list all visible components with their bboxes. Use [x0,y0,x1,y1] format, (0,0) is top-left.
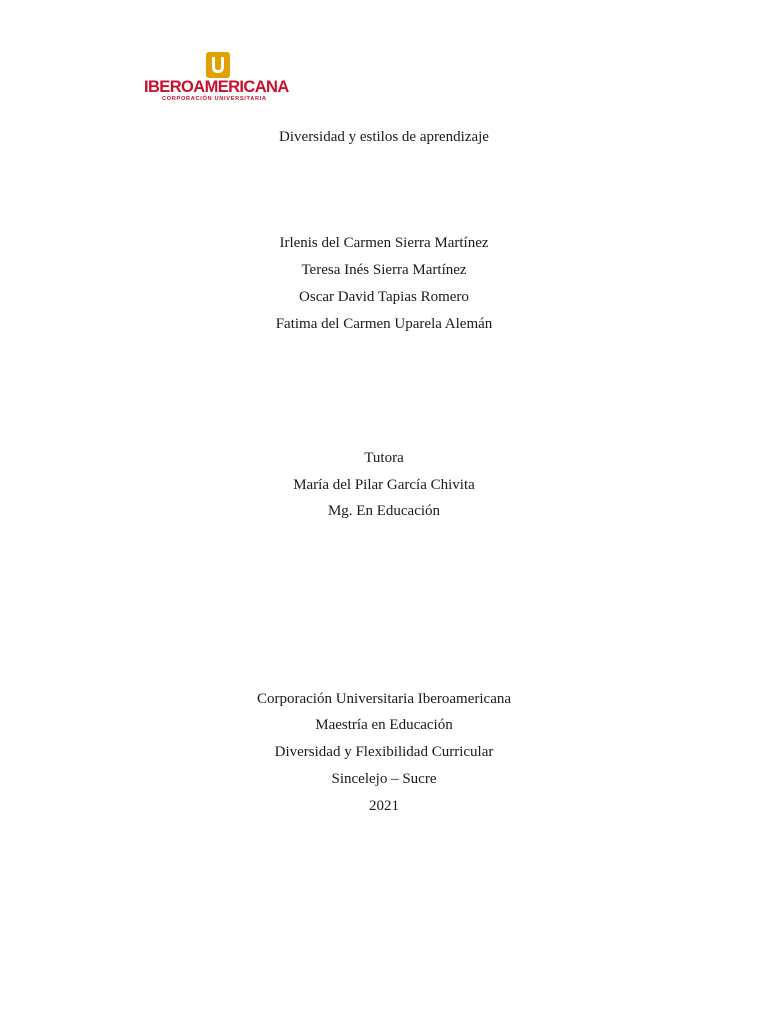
course-name: Diversidad y Flexibilidad Curricular [274,744,494,760]
logo-name: IBEROAMERICANA [144,78,289,96]
logo-subtitle: CORPORACIÓN UNIVERSITARIA [162,96,267,102]
location: Sincelejo – Sucre [331,771,437,787]
tutor-name: María del Pilar García Chivita [293,477,475,493]
tutor-label: Tutora [364,450,404,466]
institution-name: Corporación Universitaria Iberoamericana [256,691,512,707]
year: 2021 [369,798,399,814]
tutor-degree: Mg. En Educación [327,503,441,519]
author-3: Oscar David Tapias Romero [299,289,469,305]
author-1: Irlenis del Carmen Sierra Martínez [279,235,489,251]
document-title: Diversidad y estilos de aprendizaje [279,129,489,145]
author-4: Fatima del Carmen Uparela Alemán [275,316,493,332]
iberoamericana-logo [144,52,294,106]
university-emblem-icon [206,52,230,78]
program-name: Maestría en Educación [315,717,453,733]
author-2: Teresa Inés Sierra Martínez [301,262,467,278]
